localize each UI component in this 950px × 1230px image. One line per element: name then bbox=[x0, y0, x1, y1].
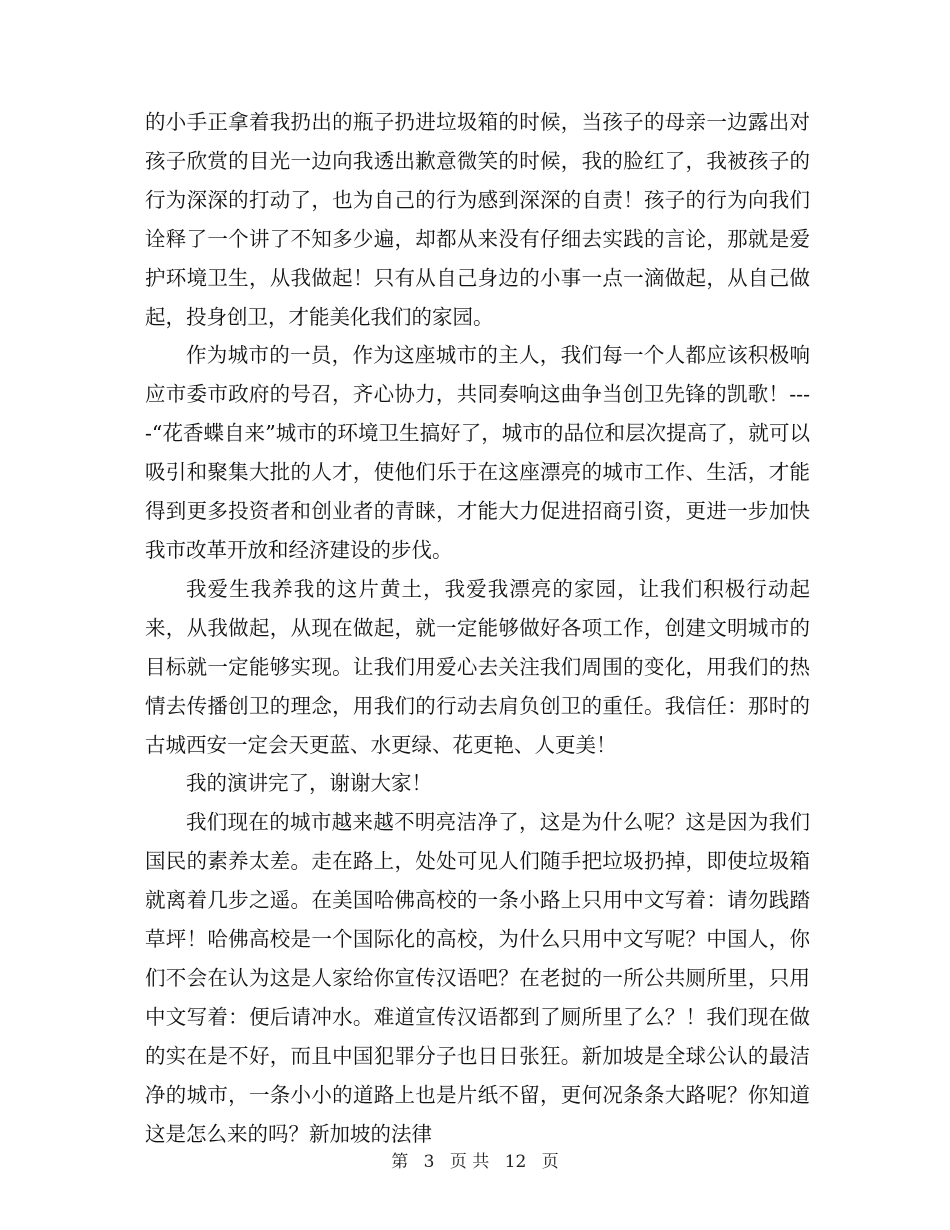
paragraph-love-homeland: 我爱生我养我的这片黄土，我爱我漂亮的家园，让我们积极行动起来，从我做起，从现在做起，就一定能够做好各项工作，创建文明城市的目标就一定能够实现。让我们用爱心去关注我们周围的变化，用我们的热情去传播创卫的理念，用我们的行动去肩负创卫的重任。我信任：那时的古城西安一定会天更蓝、水更绿、花更艳、人更美！ bbox=[145, 576, 810, 757]
paragraph-citizen-duty: 作为城市的一员，作为这座城市的主人，我们每一个人都应该积极响应市委市政府的号召，齐心协力，共同奏响这曲争当创卫先锋的凯歌！----“花香蝶自来”城市的环境卫生搞好了，城市的品位和层次提高了，就可以吸引和聚集大批的人才，使他们乐于在这座漂亮的城市工作、生活，才能得到更多投资者和创业者的青睐，才能大力促进招商引资，更进一步加快我市改革开放和经济建设的步伐。 bbox=[145, 343, 810, 562]
page-footer bbox=[0, 1150, 950, 1174]
paragraph-speech-closing: 我的演讲完了，谢谢大家！ bbox=[186, 771, 432, 796]
paragraph-continuation: 的小手正拿着我扔出的瓶子扔进垃圾箱的时候，当孩子的母亲一边露出对孩子欣赏的目光一边向我透出歉意微笑的时候，我的脸红了，我被孩子的行为深深的打动了，也为自己的行为感到深深的自责！孩子的行为向我们诠释了一个讲了不知多少遍，却都从来没有仔细去实践的言论，那就是爱护环境卫生，从我做起！只有从自己身边的小事一点一滴做起，从自己做起，投身创卫，才能美化我们的家园。 bbox=[145, 110, 810, 329]
current-page-number: 3 bbox=[423, 1152, 435, 1172]
page-label-prefix: 第 bbox=[391, 1152, 409, 1172]
document-body bbox=[145, 103, 810, 1153]
total-pages-number: 12 bbox=[504, 1152, 527, 1172]
page-label-suffix: 页 bbox=[541, 1152, 559, 1172]
page-label-mid: 页 共 bbox=[449, 1152, 490, 1172]
paragraph-city-cleanliness: 我们现在的城市越来越不明亮洁净了，这是为什么呢？这是因为我们国民的素养太差。走在路上，处处可见人们随手把垃圾扔掉，即使垃圾箱就离着几步之遥。在美国哈佛高校的一条小路上只用中文写着：请勿践踏草坪！哈佛高校是一个国际化的高校，为什么只用中文写呢？中国人，你们不会在认为这是人家给你宣传汉语吧？在老挝的一所公共厕所里，只用中文写着：便后请冲水。难道宣传汉语都到了厕所里了么？！我们现在做的实在是不好，而且中国犯罪分子也日日张狂。新加坡是全球公认的最洁净的城市，一条小小的道路上也是片纸不留，更何况条条大路呢？你知道这是怎么来的吗？新加坡的法律 bbox=[145, 810, 810, 1146]
